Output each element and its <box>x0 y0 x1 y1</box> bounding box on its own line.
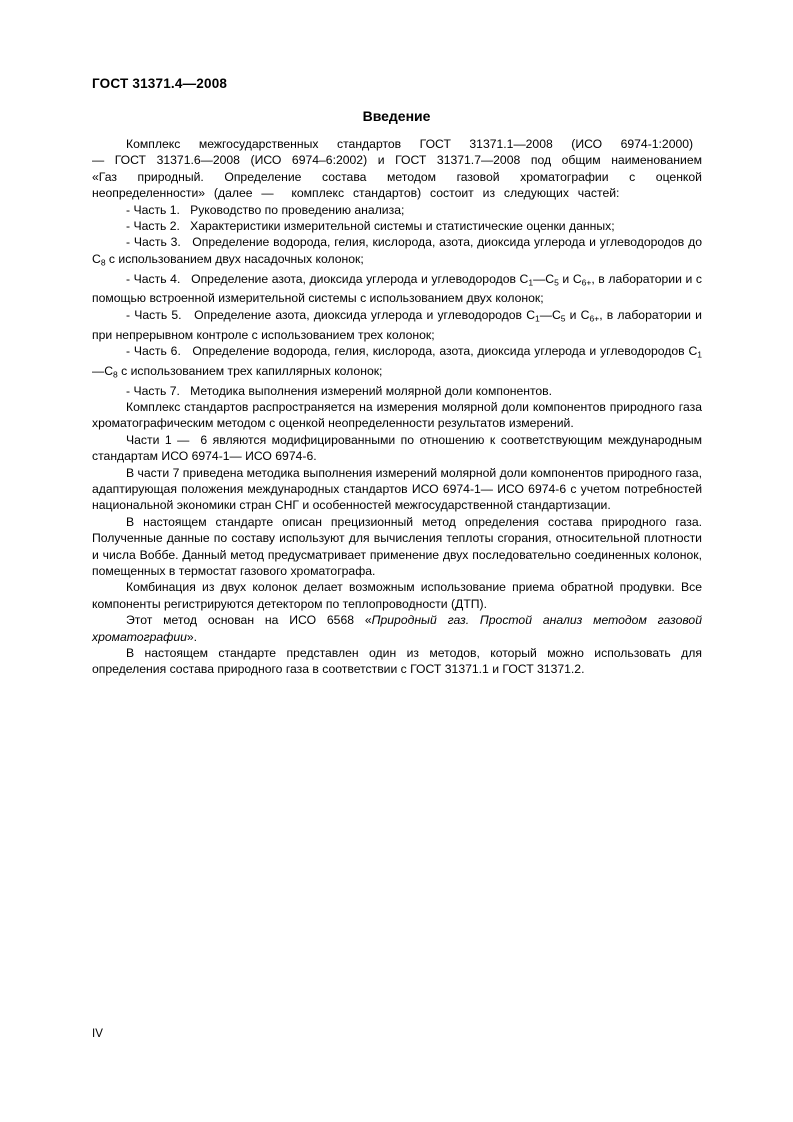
paragraph-columns: Комбинация из двух колонок делает возможным использование приема обратной продувки. Все компоненты регистрируются детектором по теплопроводности (ДТП). <box>92 580 702 611</box>
list-item: - Часть 3. Определение водорода, гелия, кислорода, азота, диоксида углерода и углеводородов до $C_8$ с использованием двух насадочных колонок; <box>92 235 702 268</box>
paragraph-part7: В части 7 приведена методика выполнения измерений молярной доли компонентов природного газа, адаптирующая положения международных стандартов ИСО 6974-1— ИСО 6974-6 с учетом потребностей национальной экономики стран СНГ и особенностей межгосударственной стандартизации. <box>92 465 702 513</box>
list-item: - Часть 7. Методика выполнения измерений молярной доли компонентов. <box>126 383 553 398</box>
page-number: IV <box>92 1028 103 1040</box>
paragraph-method: В настоящем стандарте описан прецизионный метод определения состава природного газа. Полученные данные по составу используют для вычисления теплоты сгорания, относительной плотности и числа Воббе. Данный метод предусматривает применение двух последовательно соединенных колонок, помещенных в термостат газового хроматографа. <box>92 514 702 579</box>
list-item: - Часть 2. Характеристики измерительной системы и статистические оценки данных; <box>126 219 615 234</box>
standard-header: ГОСТ 31371.4—2008 <box>92 76 228 91</box>
introduction-body <box>92 136 702 678</box>
list-item: - Часть 4. Определение азота, диоксида углерода и углеводородов $C_1—C_5$ и $C_{6+}$, в лаборатории и с помощью встроенной измерительной системы с использованием двух колонок; <box>92 271 702 306</box>
list-item: - Часть 6. Определение водорода, гелия, кислорода, азота, диоксида углерода и углеводородов $C_1—C_8$ с использованием трех капиллярных колонок; <box>92 344 702 380</box>
paragraph-scope: Комплекс стандартов распространяется на измерения молярной доли компонентов природного газа хроматографическим методом с оценкой неопределенности результатов измерений. <box>92 399 702 431</box>
list-item: - Часть 5. Определение азота, диоксида углерода и углеводородов $C_1—C_5$ и $C_{6+}$, в лаборатории и при непрерывном контроле с использованием трех колонок; <box>92 307 702 342</box>
paragraph-intro: Комплекс межгосударственных стандартов ГОСТ 31371.1—2008 (ИСО 6974-1:2000) — ГОСТ 31371.6—2008 (ИСО 6974–6:2002) и ГОСТ 31371.7—2008 под общим наименованием «Газ природный. Определение состава методом газовой хроматографии с оценкой неопределенности» (далее — комплекс стандартов) состоит из следующих частей: <box>92 137 702 201</box>
list-item: - Часть 1. Руководство по проведению анализа; <box>126 202 405 217</box>
page-title: Введение <box>362 108 431 124</box>
paragraph-parts-modified: Части 1 — 6 являются модифицированными по отношению к соответствующим международным стандартам ИСО 6974-1— ИСО 6974-6. <box>92 432 702 464</box>
paragraph-conclusion: В настоящем стандарте представлен один из методов, который можно использовать для определения состава природного газа в соответствии с ГОСТ 31371.1 и ГОСТ 31371.2. <box>92 646 702 677</box>
paragraph-iso6568: Этот метод основан на ИСО 6568 «Природный газ. Простой анализ методом газовой хроматографии». <box>92 613 702 644</box>
